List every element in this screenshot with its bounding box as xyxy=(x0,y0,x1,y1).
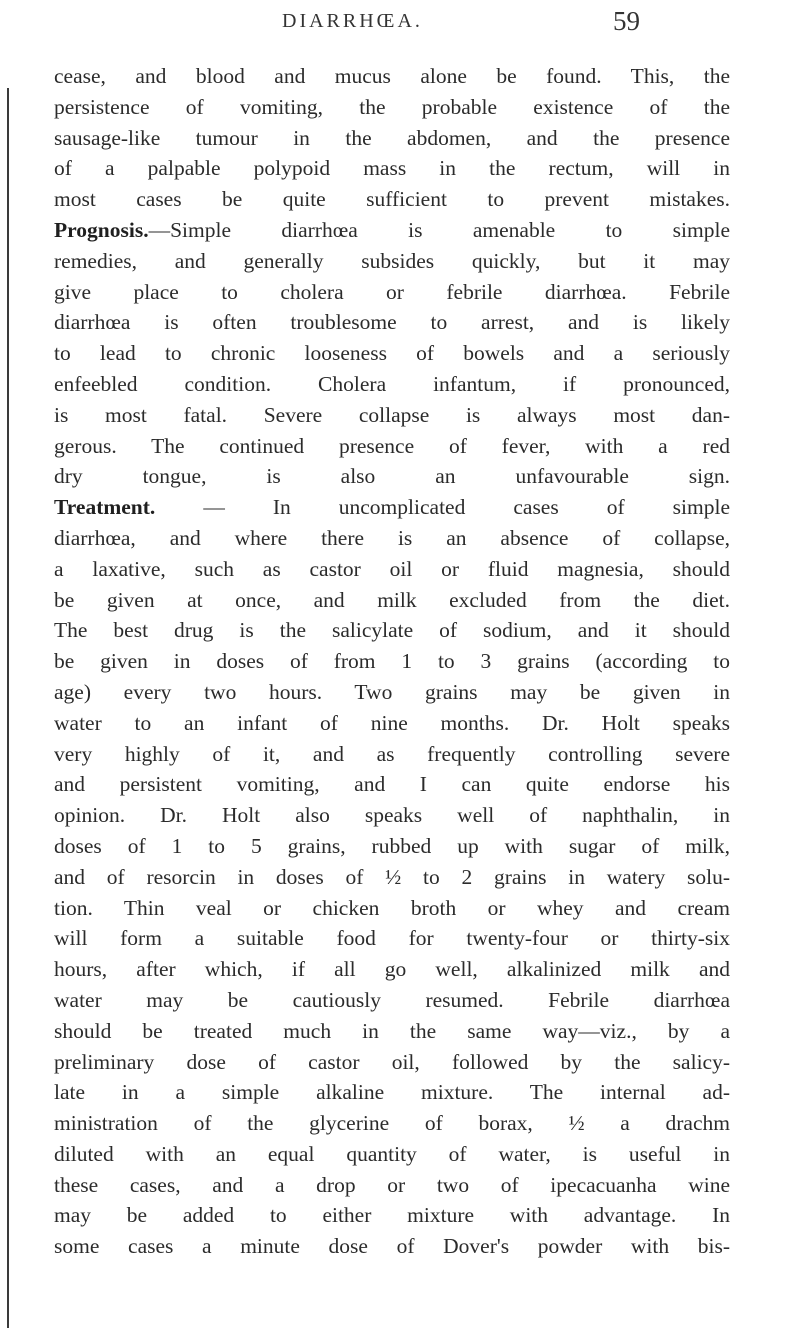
text-line xyxy=(54,61,730,92)
line-text: most cases be quite sufficient to prevent mistakes. xyxy=(54,187,730,212)
text-line xyxy=(54,369,730,400)
page-header xyxy=(280,8,660,42)
text-line xyxy=(54,985,730,1016)
line-text: water may be cautiously resumed. Febrile diarrhœa xyxy=(54,987,730,1012)
line-text: water to an infant of nine months. Dr. Holt speaks xyxy=(54,710,730,735)
text-line xyxy=(54,615,730,646)
text-line xyxy=(54,1108,730,1139)
line-text: tion. Thin veal or chicken broth or whey and cream xyxy=(54,895,730,920)
line-text: hours, after which, if all go well, alkalinized milk and xyxy=(54,957,730,982)
text-line xyxy=(54,431,730,462)
text-line xyxy=(54,184,730,215)
text-line xyxy=(54,461,730,492)
running-head: DIARRHŒA. xyxy=(282,10,423,32)
line-text: preliminary dose of castor oil, followed by the salicy- xyxy=(54,1049,730,1074)
text-line xyxy=(54,646,730,677)
page-number: 59 xyxy=(613,6,640,36)
text-line xyxy=(54,1200,730,1231)
text-line xyxy=(54,954,730,985)
line-text: enfeebled condition. Cholera infantum, if pronounced, xyxy=(54,371,730,396)
line-text: cease, and blood and mucus alone be found. This, the xyxy=(54,64,730,88)
page-edge-rule xyxy=(7,88,9,1328)
line-text: is most fatal. Severe collapse is always most dan- xyxy=(54,402,730,427)
line-text: diarrhœa is often troublesome to arrest, and is likely xyxy=(54,310,730,335)
line-text: diluted with an equal quantity of water, is useful in xyxy=(54,1141,730,1166)
text-line xyxy=(54,400,730,431)
line-text: —Simple diarrhœa is amenable to simple xyxy=(148,217,730,242)
text-line xyxy=(54,246,730,277)
line-text: should be treated much in the same way—viz., by a xyxy=(54,1018,730,1043)
line-text: be given in doses of from 1 to 3 grains (according to xyxy=(54,649,730,674)
text-line xyxy=(54,523,730,554)
text-line xyxy=(54,893,730,924)
line-text: remedies, and generally subsides quickly, but it may xyxy=(54,248,730,273)
line-text: very highly of it, and as frequently controlling severe xyxy=(54,741,730,766)
text-line xyxy=(54,123,730,154)
line-text: diarrhœa, and where there is an absence of collapse, xyxy=(54,525,730,550)
text-line xyxy=(54,554,730,585)
line-text: will form a suitable food for twenty-four or thirty-six xyxy=(54,926,730,951)
text-line xyxy=(54,92,730,123)
text-line xyxy=(54,215,730,246)
text-line xyxy=(54,492,730,523)
text-line xyxy=(54,1047,730,1078)
line-text: sausage-like tumour in the abdomen, and the presence xyxy=(54,125,730,150)
line-text: some cases a minute dose of Dover's powder with bis- xyxy=(54,1234,730,1259)
text-line xyxy=(54,1139,730,1170)
text-line xyxy=(54,1170,730,1201)
text-line xyxy=(54,307,730,338)
line-text: doses of 1 to 5 grains, rubbed up with sugar of milk, xyxy=(54,833,730,858)
text-line xyxy=(54,1077,730,1108)
line-text: give place to cholera or febrile diarrhœa. Febrile xyxy=(54,279,730,304)
line-text: a laxative, such as castor oil or fluid magnesia, should xyxy=(54,556,730,581)
line-text: — In uncomplicated cases of simple xyxy=(155,495,730,520)
text-line xyxy=(54,585,730,616)
text-line xyxy=(54,831,730,862)
line-text: persistence of vomiting, the probable existence of the xyxy=(54,94,730,119)
line-text: of a palpable polypoid mass in the rectum, will in xyxy=(54,156,730,181)
text-line xyxy=(54,800,730,831)
text-line xyxy=(54,862,730,893)
section-heading: Treatment. xyxy=(54,495,156,520)
text-line xyxy=(54,923,730,954)
text-line xyxy=(54,1231,730,1262)
line-text: be given at once, and milk excluded from the diet. xyxy=(54,587,730,612)
text-line xyxy=(54,708,730,739)
line-text: late in a simple alkaline mixture. The internal ad- xyxy=(54,1080,730,1105)
line-text: and of resorcin in doses of ½ to 2 grains in watery solu- xyxy=(54,864,730,889)
line-text: age) every two hours. Two grains may be given in xyxy=(54,679,730,704)
section-heading: Prognosis. xyxy=(54,217,149,242)
line-text: The best drug is the salicylate of sodium, and it should xyxy=(54,618,730,643)
text-line xyxy=(54,677,730,708)
line-text: and persistent vomiting, and I can quite endorse his xyxy=(54,772,730,797)
line-text: opinion. Dr. Holt also speaks well of naphthalin, in xyxy=(54,803,730,828)
line-text: dry tongue, is also an unfavourable sign. xyxy=(54,464,730,489)
text-line xyxy=(54,769,730,800)
body-text xyxy=(54,61,730,1262)
text-line xyxy=(54,1016,730,1047)
line-text: may be added to either mixture with advantage. In xyxy=(54,1203,730,1228)
line-text: gerous. The continued presence of fever, with a red xyxy=(54,433,730,458)
text-line xyxy=(54,153,730,184)
line-text: to lead to chronic looseness of bowels and a seriously xyxy=(54,341,730,366)
text-line xyxy=(54,338,730,369)
text-line xyxy=(54,739,730,770)
line-text: these cases, and a drop or two of ipecacuanha wine xyxy=(54,1172,730,1197)
text-line xyxy=(54,277,730,308)
line-text: ministration of the glycerine of borax, ½ a drachm xyxy=(54,1111,730,1136)
